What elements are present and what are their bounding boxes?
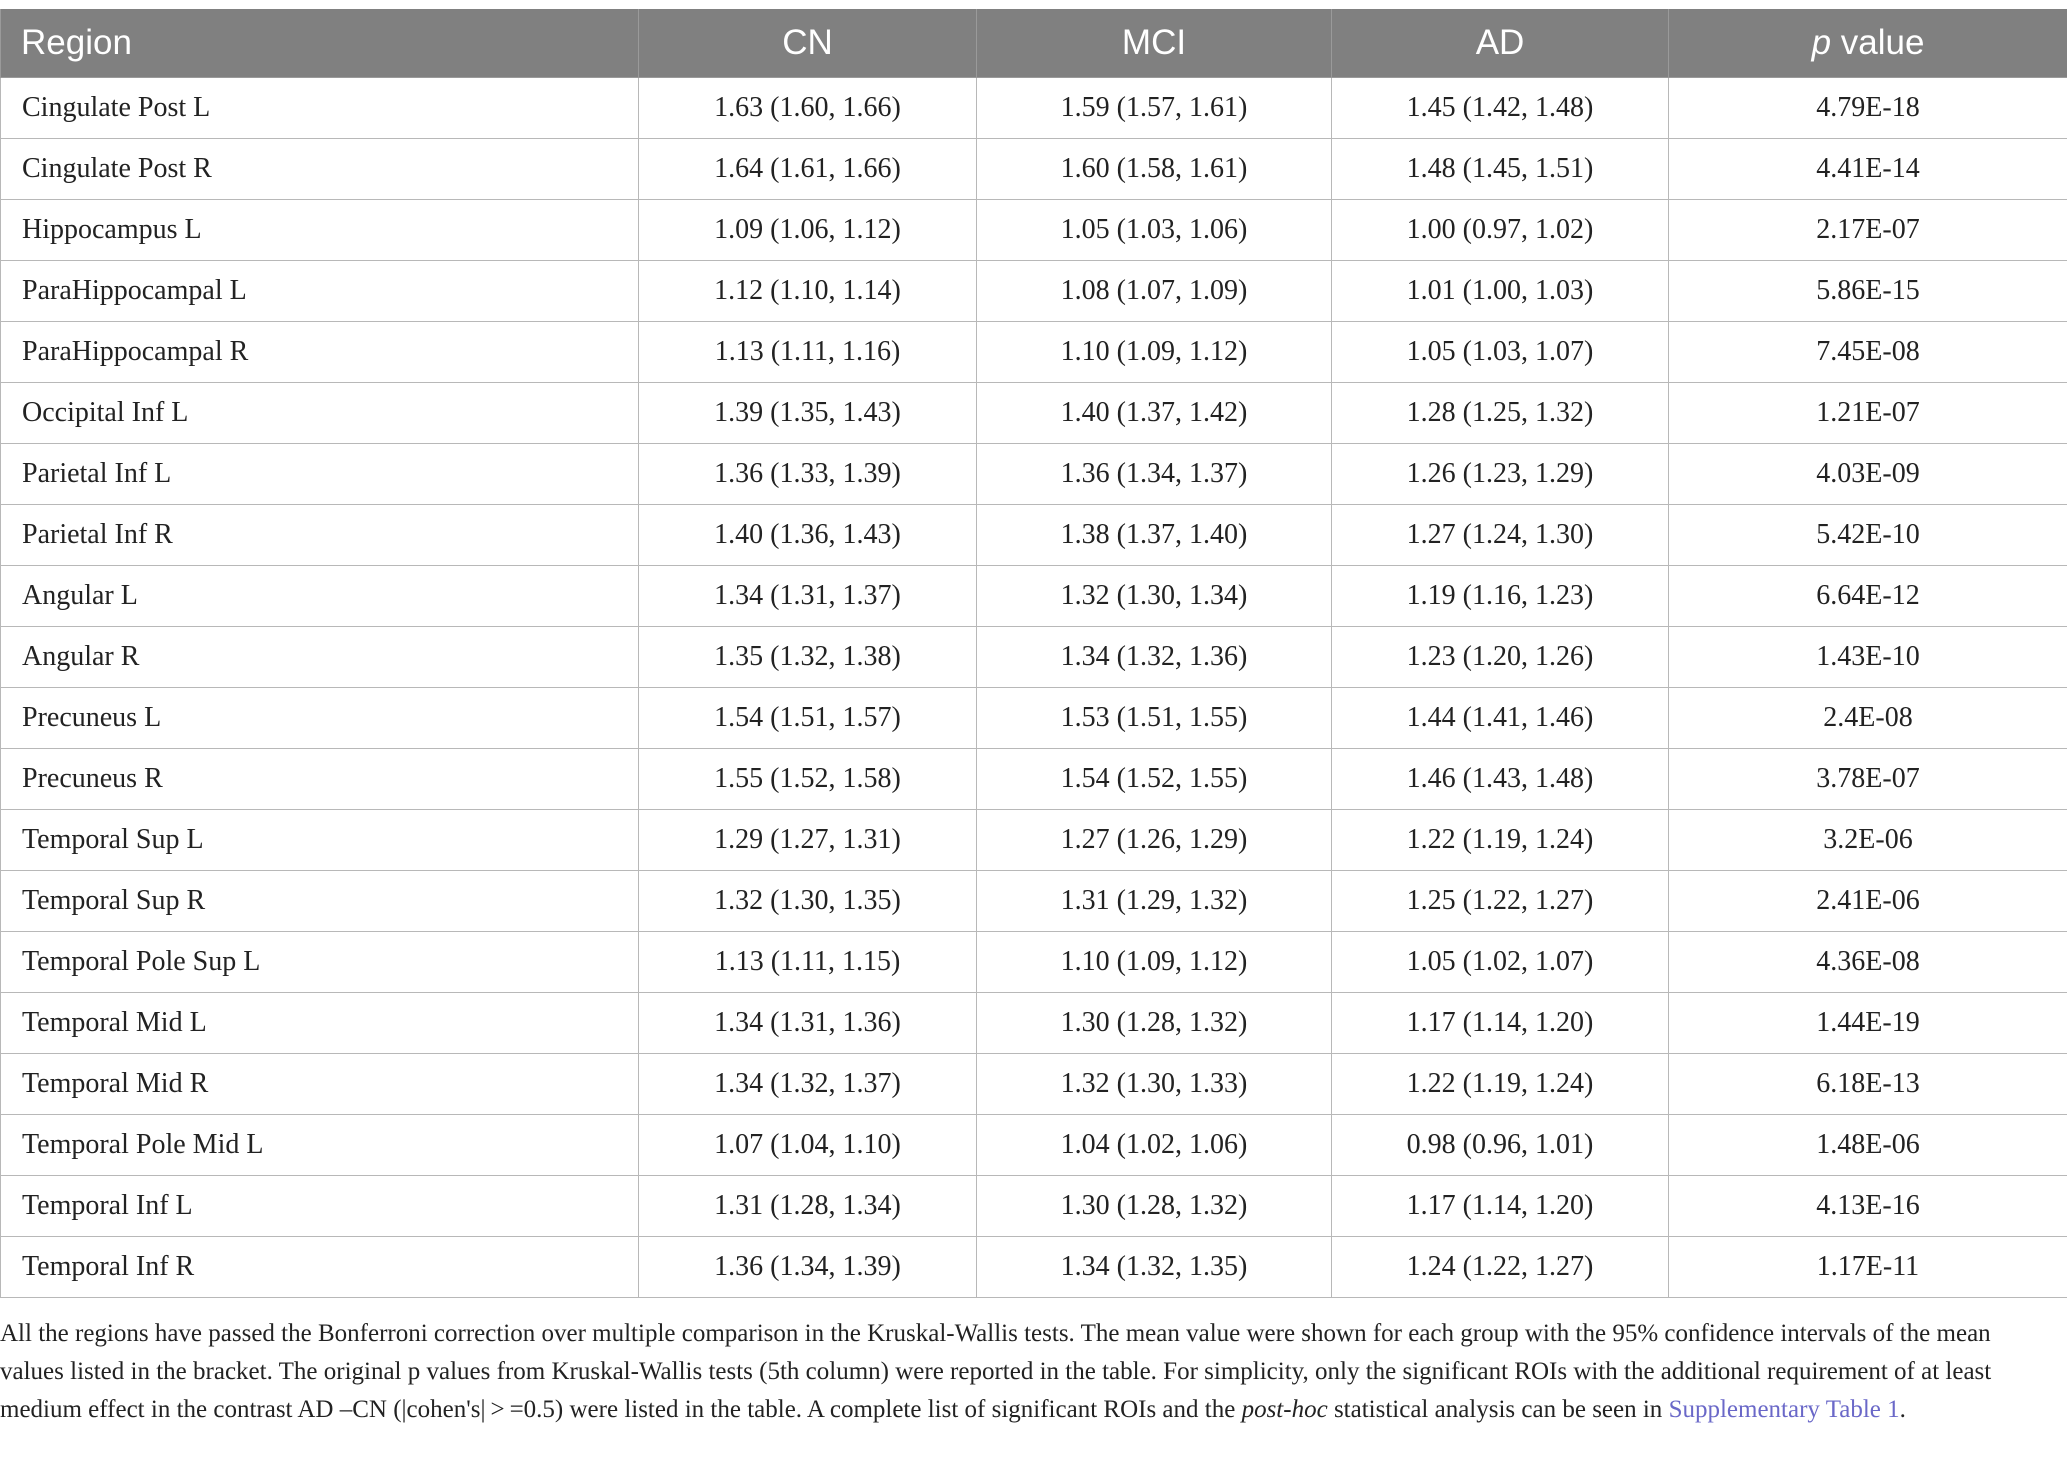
table-row bbox=[1, 261, 2067, 322]
cell-ad: 1.26 (1.23, 1.29) bbox=[1332, 444, 1669, 505]
cell-mci: 1.27 (1.26, 1.29) bbox=[977, 810, 1332, 871]
cell-cn: 1.09 (1.06, 1.12) bbox=[639, 200, 977, 261]
cell-p-value: 3.78E-07 bbox=[1669, 749, 2067, 810]
cell-cn: 1.54 (1.51, 1.57) bbox=[639, 688, 977, 749]
cell-region: Angular R bbox=[1, 627, 639, 688]
header-ad: AD bbox=[1332, 9, 1669, 78]
cell-ad: 1.00 (0.97, 1.02) bbox=[1332, 200, 1669, 261]
cell-ad: 1.17 (1.14, 1.20) bbox=[1332, 993, 1669, 1054]
cell-region: Parietal Inf R bbox=[1, 505, 639, 566]
cell-ad: 1.05 (1.02, 1.07) bbox=[1332, 932, 1669, 993]
cell-ad: 1.05 (1.03, 1.07) bbox=[1332, 322, 1669, 383]
cell-region: ParaHippocampal L bbox=[1, 261, 639, 322]
cell-cn: 1.34 (1.31, 1.37) bbox=[639, 566, 977, 627]
cell-mci: 1.05 (1.03, 1.06) bbox=[977, 200, 1332, 261]
cell-mci: 1.40 (1.37, 1.42) bbox=[977, 383, 1332, 444]
table-row bbox=[1, 749, 2067, 810]
table-row bbox=[1, 78, 2067, 139]
cell-mci: 1.30 (1.28, 1.32) bbox=[977, 1176, 1332, 1237]
cell-cn: 1.36 (1.34, 1.39) bbox=[639, 1237, 977, 1298]
cell-p-value: 1.17E-11 bbox=[1669, 1237, 2067, 1298]
cell-region: ParaHippocampal R bbox=[1, 322, 639, 383]
cell-p-value: 7.45E-08 bbox=[1669, 322, 2067, 383]
cell-region: Temporal Inf R bbox=[1, 1237, 639, 1298]
cell-p-value: 2.17E-07 bbox=[1669, 200, 2067, 261]
cell-mci: 1.32 (1.30, 1.33) bbox=[977, 1054, 1332, 1115]
cell-region: Precuneus R bbox=[1, 749, 639, 810]
cell-ad: 1.24 (1.22, 1.27) bbox=[1332, 1237, 1669, 1298]
cell-cn: 1.39 (1.35, 1.43) bbox=[639, 383, 977, 444]
cell-cn: 1.55 (1.52, 1.58) bbox=[639, 749, 977, 810]
cell-p-value: 4.13E-16 bbox=[1669, 1176, 2067, 1237]
cell-region: Temporal Sup L bbox=[1, 810, 639, 871]
cell-mci: 1.30 (1.28, 1.32) bbox=[977, 993, 1332, 1054]
cell-ad: 1.23 (1.20, 1.26) bbox=[1332, 627, 1669, 688]
cell-ad: 1.19 (1.16, 1.23) bbox=[1332, 566, 1669, 627]
table-row bbox=[1, 444, 2067, 505]
cell-cn: 1.07 (1.04, 1.10) bbox=[639, 1115, 977, 1176]
cell-region: Angular L bbox=[1, 566, 639, 627]
cell-mci: 1.59 (1.57, 1.61) bbox=[977, 78, 1332, 139]
cell-p-value: 4.36E-08 bbox=[1669, 932, 2067, 993]
table-row bbox=[1, 1115, 2067, 1176]
table-footnote bbox=[0, 1315, 2040, 1429]
cell-cn: 1.63 (1.60, 1.66) bbox=[639, 78, 977, 139]
cell-mci: 1.10 (1.09, 1.12) bbox=[977, 322, 1332, 383]
cell-p-value: 1.21E-07 bbox=[1669, 383, 2067, 444]
cell-region: Temporal Inf L bbox=[1, 1176, 639, 1237]
cell-mci: 1.53 (1.51, 1.55) bbox=[977, 688, 1332, 749]
table-row bbox=[1, 1237, 2067, 1298]
table-row bbox=[1, 993, 2067, 1054]
cell-ad: 1.17 (1.14, 1.20) bbox=[1332, 1176, 1669, 1237]
cell-region: Occipital Inf L bbox=[1, 383, 639, 444]
cell-mci: 1.60 (1.58, 1.61) bbox=[977, 139, 1332, 200]
cell-region: Temporal Pole Sup L bbox=[1, 932, 639, 993]
cell-mci: 1.32 (1.30, 1.34) bbox=[977, 566, 1332, 627]
table-row bbox=[1, 810, 2067, 871]
footnote-text: All the regions have passed the Bonferroni correction over multiple comparison in the Kruskal-Wallis tests. The mean value were shown for each group with the 95% confidence intervals of the mean values listed in the bracket. The original p values from Kruskal-Wallis tests (5th column) were reported in the table. For simplicity, only the significant ROIs with the additional requirement of at least medium effect in the contrast AD –CN (|cohen's| > =0.5) were listed in the table. A complete list of significant ROIs and the bbox=[0, 1320, 1992, 1423]
cell-region: Temporal Mid R bbox=[1, 1054, 639, 1115]
cell-p-value: 1.48E-06 bbox=[1669, 1115, 2067, 1176]
cell-ad: 1.25 (1.22, 1.27) bbox=[1332, 871, 1669, 932]
table-row bbox=[1, 139, 2067, 200]
cell-cn: 1.12 (1.10, 1.14) bbox=[639, 261, 977, 322]
footnote-end: . bbox=[1899, 1396, 1906, 1423]
cell-ad: 1.01 (1.00, 1.03) bbox=[1332, 261, 1669, 322]
cell-cn: 1.13 (1.11, 1.16) bbox=[639, 322, 977, 383]
table-row bbox=[1, 627, 2067, 688]
cell-p-value: 2.41E-06 bbox=[1669, 871, 2067, 932]
cell-p-value: 4.79E-18 bbox=[1669, 78, 2067, 139]
table-row bbox=[1, 200, 2067, 261]
cell-region: Cingulate Post L bbox=[1, 78, 639, 139]
table-header-row bbox=[1, 9, 2067, 78]
table-row bbox=[1, 566, 2067, 627]
table-row bbox=[1, 505, 2067, 566]
header-mci: MCI bbox=[977, 9, 1332, 78]
cell-p-value: 5.42E-10 bbox=[1669, 505, 2067, 566]
cell-cn: 1.34 (1.32, 1.37) bbox=[639, 1054, 977, 1115]
table-row bbox=[1, 932, 2067, 993]
cell-cn: 1.36 (1.33, 1.39) bbox=[639, 444, 977, 505]
cell-cn: 1.32 (1.30, 1.35) bbox=[639, 871, 977, 932]
cell-p-value: 5.86E-15 bbox=[1669, 261, 2067, 322]
header-cn: CN bbox=[639, 9, 977, 78]
cell-ad: 1.22 (1.19, 1.24) bbox=[1332, 810, 1669, 871]
cell-region: Temporal Pole Mid L bbox=[1, 1115, 639, 1176]
cell-p-value: 1.43E-10 bbox=[1669, 627, 2067, 688]
cell-mci: 1.31 (1.29, 1.32) bbox=[977, 871, 1332, 932]
cell-region: Temporal Sup R bbox=[1, 871, 639, 932]
cell-cn: 1.34 (1.31, 1.36) bbox=[639, 993, 977, 1054]
results-table-container bbox=[0, 9, 2067, 1298]
header-region: Region bbox=[1, 9, 639, 78]
cell-region: Parietal Inf L bbox=[1, 444, 639, 505]
cell-cn: 1.64 (1.61, 1.66) bbox=[639, 139, 977, 200]
results-table bbox=[0, 9, 2067, 1298]
footnote-text-2: statistical analysis can be seen in bbox=[1327, 1396, 1669, 1423]
cell-cn: 1.13 (1.11, 1.15) bbox=[639, 932, 977, 993]
cell-p-value: 6.18E-13 bbox=[1669, 1054, 2067, 1115]
cell-ad: 1.48 (1.45, 1.51) bbox=[1332, 139, 1669, 200]
cell-ad: 1.28 (1.25, 1.32) bbox=[1332, 383, 1669, 444]
cell-cn: 1.35 (1.32, 1.38) bbox=[639, 627, 977, 688]
cell-p-value: 4.03E-09 bbox=[1669, 444, 2067, 505]
cell-p-value: 4.41E-14 bbox=[1669, 139, 2067, 200]
cell-ad: 1.45 (1.42, 1.48) bbox=[1332, 78, 1669, 139]
cell-mci: 1.36 (1.34, 1.37) bbox=[977, 444, 1332, 505]
cell-mci: 1.38 (1.37, 1.40) bbox=[977, 505, 1332, 566]
cell-ad: 1.22 (1.19, 1.24) bbox=[1332, 1054, 1669, 1115]
cell-ad: 1.27 (1.24, 1.30) bbox=[1332, 505, 1669, 566]
cell-ad: 1.46 (1.43, 1.48) bbox=[1332, 749, 1669, 810]
cell-mci: 1.54 (1.52, 1.55) bbox=[977, 749, 1332, 810]
cell-mci: 1.04 (1.02, 1.06) bbox=[977, 1115, 1332, 1176]
cell-region: Temporal Mid L bbox=[1, 993, 639, 1054]
cell-p-value: 1.44E-19 bbox=[1669, 993, 2067, 1054]
table-row bbox=[1, 1054, 2067, 1115]
cell-cn: 1.29 (1.27, 1.31) bbox=[639, 810, 977, 871]
cell-ad: 0.98 (0.96, 1.01) bbox=[1332, 1115, 1669, 1176]
cell-cn: 1.40 (1.36, 1.43) bbox=[639, 505, 977, 566]
cell-mci: 1.34 (1.32, 1.36) bbox=[977, 627, 1332, 688]
cell-mci: 1.10 (1.09, 1.12) bbox=[977, 932, 1332, 993]
table-row bbox=[1, 1176, 2067, 1237]
cell-p-value: 3.2E-06 bbox=[1669, 810, 2067, 871]
cell-cn: 1.31 (1.28, 1.34) bbox=[639, 1176, 977, 1237]
cell-mci: 1.08 (1.07, 1.09) bbox=[977, 261, 1332, 322]
header-p-italic: p bbox=[1811, 23, 1832, 62]
footnote-italic: post-hoc bbox=[1241, 1396, 1328, 1423]
cell-ad: 1.44 (1.41, 1.46) bbox=[1332, 688, 1669, 749]
table-row bbox=[1, 322, 2067, 383]
cell-region: Precuneus L bbox=[1, 688, 639, 749]
cell-p-value: 6.64E-12 bbox=[1669, 566, 2067, 627]
cell-region: Hippocampus L bbox=[1, 200, 639, 261]
cell-mci: 1.34 (1.32, 1.35) bbox=[977, 1237, 1332, 1298]
header-p-rest: value bbox=[1831, 23, 1925, 62]
cell-p-value: 2.4E-08 bbox=[1669, 688, 2067, 749]
cell-region: Cingulate Post R bbox=[1, 139, 639, 200]
table-row bbox=[1, 871, 2067, 932]
supplementary-table-link[interactable]: Supplementary Table 1 bbox=[1668, 1396, 1900, 1423]
table-row bbox=[1, 383, 2067, 444]
header-p-value bbox=[1669, 9, 2067, 78]
table-row bbox=[1, 688, 2067, 749]
table-body bbox=[1, 78, 2067, 1298]
